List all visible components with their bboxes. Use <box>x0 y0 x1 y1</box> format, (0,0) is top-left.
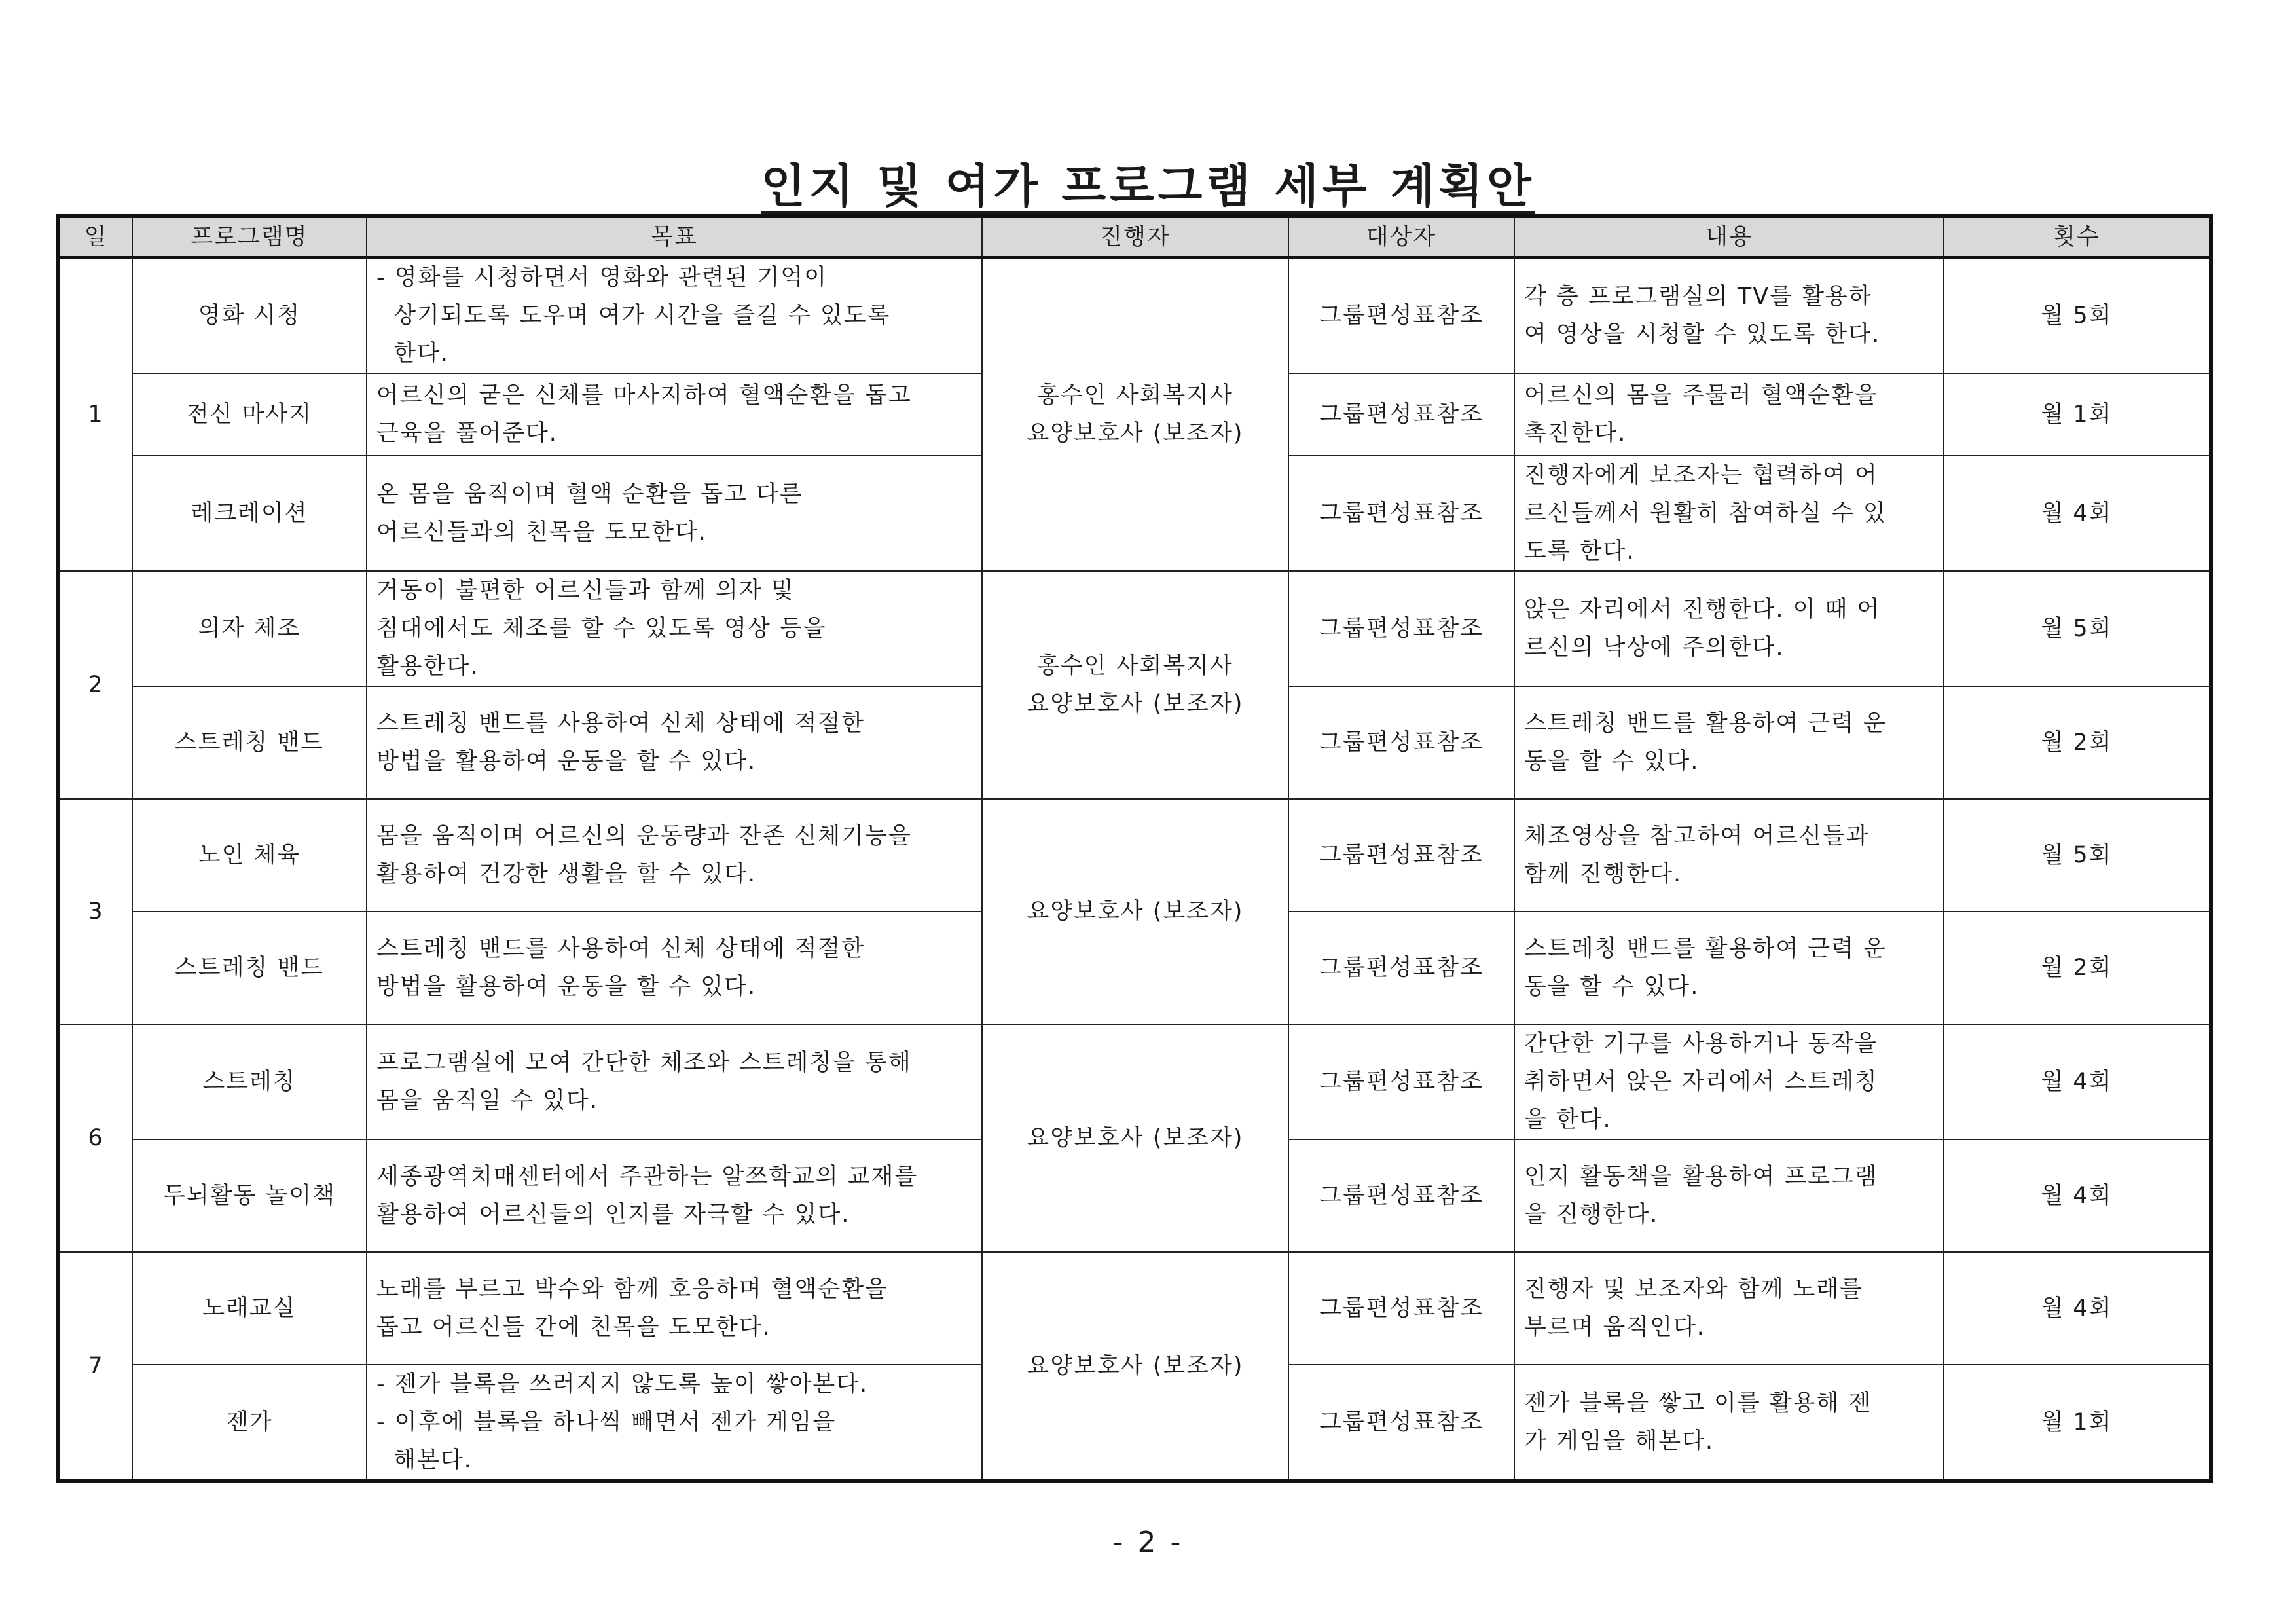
content-cell-line: 어르신의 몸을 주물러 혈액순환을 <box>1524 382 1878 409</box>
program-name-cell: 스트레칭 밴드 <box>132 686 367 799</box>
day-cell: 1 <box>58 257 132 571</box>
content-cell-line: 을 진행한다. <box>1524 1202 1659 1228</box>
target-cell: 그룹편성표참조 <box>1288 1024 1514 1139</box>
program-name-cell: 의자 체조 <box>132 571 367 686</box>
target-cell: 그룹편성표참조 <box>1288 799 1514 912</box>
content-cell <box>1514 571 1944 686</box>
count-cell: 월 4회 <box>1944 1252 2211 1365</box>
content-cell-line: 각 층 프로그램실의 TV를 활용하 <box>1524 284 1872 310</box>
count-cell: 월 1회 <box>1944 373 2211 456</box>
goal-cell-line: 활용하여 건강한 생활을 할 수 있다. <box>376 861 757 887</box>
staff-cell <box>982 1252 1288 1481</box>
table-row <box>58 799 2211 912</box>
staff-cell-line: 요양보호사 (보조자) <box>1027 691 1244 717</box>
target-cell: 그룹편성표참조 <box>1288 373 1514 456</box>
day-cell: 7 <box>58 1252 132 1481</box>
goal-cell-line: 프로그램실에 모여 간단한 체조와 스트레칭을 통해 <box>376 1050 912 1076</box>
count-cell: 월 4회 <box>1944 456 2211 571</box>
goal-cell <box>367 571 982 686</box>
content-cell <box>1514 1365 1944 1481</box>
count-cell: 월 1회 <box>1944 1365 2211 1481</box>
program-name-cell: 젠가 <box>132 1365 367 1481</box>
goal-cell-line: 세종광역치매센터에서 주관하는 알쯔학교의 교재를 <box>376 1164 919 1190</box>
staff-cell-line: 요양보호사 (보조자) <box>1027 1353 1244 1379</box>
program-name-cell: 노인 체육 <box>132 799 367 912</box>
target-cell: 그룹편성표참조 <box>1288 912 1514 1024</box>
staff-cell <box>982 1024 1288 1252</box>
goal-cell-line: 상기되도록 도우며 여가 시간을 즐길 수 있도록 <box>376 303 891 329</box>
header-target: 대상자 <box>1288 216 1514 257</box>
goal-cell <box>367 799 982 912</box>
header-day: 일 <box>58 216 132 257</box>
staff-cell-line: 요양보호사 (보조자) <box>1027 420 1244 447</box>
count-cell: 월 5회 <box>1944 799 2211 912</box>
header-program-name: 프로그램명 <box>132 216 367 257</box>
staff-cell-line: 요양보호사 (보조자) <box>1027 898 1244 925</box>
content-cell-line: 르신들께서 원활히 참여하실 수 있 <box>1524 500 1887 526</box>
content-cell <box>1514 912 1944 1024</box>
table-row <box>58 1024 2211 1139</box>
content-cell-line: 동을 할 수 있다. <box>1524 748 1700 775</box>
program-name-cell: 전신 마사지 <box>132 373 367 456</box>
goal-cell <box>367 1024 982 1139</box>
count-cell: 월 2회 <box>1944 686 2211 799</box>
table-row <box>58 1252 2211 1365</box>
content-cell-line: 체조영상을 참고하여 어르신들과 <box>1524 823 1870 849</box>
goal-cell-line: 방법을 활용하여 운동을 할 수 있다. <box>376 748 757 775</box>
target-cell: 그룹편성표참조 <box>1288 571 1514 686</box>
content-cell-line: 을 한다. <box>1524 1107 1612 1133</box>
header-count: 횟수 <box>1944 216 2211 257</box>
page-number: - 2 - <box>1112 1526 1184 1559</box>
content-cell-line: 인지 활동책을 활용하여 프로그램 <box>1524 1164 1878 1190</box>
goal-cell-line: 온 몸을 움직이며 혈액 순환을 돕고 다른 <box>376 481 803 507</box>
content-cell-line: 진행자 및 보조자와 함께 노래를 <box>1524 1276 1864 1302</box>
page-title: 인지 및 여가 프로그램 세부 계획안 <box>761 159 1535 213</box>
goal-cell-line: 방법을 활용하여 운동을 할 수 있다. <box>376 974 757 1000</box>
header-staff: 진행자 <box>982 216 1288 257</box>
goal-cell-line: 해본다. <box>376 1447 473 1473</box>
goal-cell <box>367 912 982 1024</box>
staff-cell-line: 홍수인 사회복지사 <box>1037 653 1233 679</box>
content-cell-line: 취하면서 앉은 자리에서 스트레칭 <box>1524 1069 1878 1095</box>
program-name-cell: 레크레이션 <box>132 456 367 571</box>
content-cell-line: 젠가 블록을 쌓고 이를 활용해 젠 <box>1524 1390 1872 1416</box>
target-cell: 그룹편성표참조 <box>1288 1365 1514 1481</box>
program-name-cell: 노래교실 <box>132 1252 367 1365</box>
staff-cell <box>982 799 1288 1024</box>
goal-cell-line: - 영화를 시청하면서 영화와 관련된 기억이 <box>376 265 828 291</box>
content-cell-line: 촉진한다. <box>1524 420 1627 447</box>
goal-cell-line: 돕고 어르신들 간에 친목을 도모한다. <box>376 1314 771 1340</box>
header-row <box>58 216 2211 257</box>
goal-cell-line: 침대에서도 체조를 할 수 있도록 영상 등을 <box>376 616 827 642</box>
count-cell: 월 4회 <box>1944 1139 2211 1252</box>
content-cell-line: 함께 진행한다. <box>1524 861 1683 887</box>
goal-cell-line: 스트레칭 밴드를 사용하여 신체 상태에 적절한 <box>376 710 866 737</box>
count-cell: 월 5회 <box>1944 571 2211 686</box>
goal-cell <box>367 1365 982 1481</box>
table-row <box>58 571 2211 686</box>
staff-cell-line: 홍수인 사회복지사 <box>1037 382 1233 409</box>
count-cell: 월 2회 <box>1944 912 2211 1024</box>
table-row <box>58 257 2211 373</box>
day-cell: 3 <box>58 799 132 1024</box>
goal-cell-line: 노래를 부르고 박수와 함께 호응하며 혈액순환을 <box>376 1276 888 1302</box>
goal-cell <box>367 373 982 456</box>
content-cell <box>1514 257 1944 373</box>
content-cell <box>1514 799 1944 912</box>
content-cell-line: 가 게임을 해본다. <box>1524 1428 1715 1454</box>
program-plan-table <box>56 214 2213 1483</box>
content-cell-line: 동을 할 수 있다. <box>1524 974 1700 1000</box>
content-cell-line: 여 영상을 시청할 수 있도록 한다. <box>1524 322 1881 348</box>
goal-cell-line: 한다. <box>376 341 449 367</box>
content-cell-line: 진행자에게 보조자는 협력하여 어 <box>1524 462 1878 489</box>
content-cell-line: 르신의 낙상에 주의한다. <box>1524 635 1785 661</box>
goal-cell <box>367 1252 982 1365</box>
content-cell <box>1514 456 1944 571</box>
count-cell: 월 4회 <box>1944 1024 2211 1139</box>
goal-cell-line: 몸을 움직일 수 있다. <box>376 1088 598 1114</box>
count-cell: 월 5회 <box>1944 257 2211 373</box>
content-cell-line: 스트레칭 밴드를 활용하여 근력 운 <box>1524 710 1887 737</box>
content-cell-line: 부르며 움직인다. <box>1524 1314 1705 1340</box>
day-cell: 6 <box>58 1024 132 1252</box>
program-name-cell: 영화 시청 <box>132 257 367 373</box>
target-cell: 그룹편성표참조 <box>1288 456 1514 571</box>
goal-cell-line: 활용한다. <box>376 654 479 680</box>
staff-cell <box>982 571 1288 799</box>
header-content: 내용 <box>1514 216 1944 257</box>
day-cell: 2 <box>58 571 132 799</box>
goal-cell-line: 거동이 불편한 어르신들과 함께 의자 및 <box>376 578 795 604</box>
program-name-cell: 스트레칭 밴드 <box>132 912 367 1024</box>
content-cell <box>1514 1139 1944 1252</box>
target-cell: 그룹편성표참조 <box>1288 1139 1514 1252</box>
goal-cell <box>367 1139 982 1252</box>
goal-cell-line: 근육을 풀어준다. <box>376 420 558 447</box>
target-cell: 그룹편성표참조 <box>1288 257 1514 373</box>
goal-cell-line: 어르신들과의 친목을 도모한다. <box>376 519 707 545</box>
goal-cell-line: 어르신의 굳은 신체를 마사지하여 혈액순환을 돕고 <box>376 382 912 409</box>
goal-cell-line: 몸을 움직이며 어르신의 운동량과 잔존 신체기능을 <box>376 823 912 849</box>
program-name-cell: 두뇌활동 놀이책 <box>132 1139 367 1252</box>
staff-cell <box>982 257 1288 571</box>
program-name-cell: 스트레칭 <box>132 1024 367 1139</box>
goal-cell-line: - 젠가 블록을 쓰러지지 않도록 높이 쌓아본다. <box>376 1371 869 1397</box>
goal-cell-line: 활용하여 어르신들의 인지를 자극할 수 있다. <box>376 1202 850 1228</box>
content-cell <box>1514 686 1944 799</box>
content-cell <box>1514 1252 1944 1365</box>
content-cell <box>1514 373 1944 456</box>
goal-cell <box>367 686 982 799</box>
target-cell: 그룹편성표참조 <box>1288 686 1514 799</box>
goal-cell-line: - 이후에 블록을 하나씩 빼면서 젠가 게임을 <box>376 1409 837 1435</box>
header-goal: 목표 <box>367 216 982 257</box>
content-cell-line: 간단한 기구를 사용하거나 동작을 <box>1524 1031 1878 1057</box>
content-cell-line: 도록 한다. <box>1524 538 1635 564</box>
content-cell-line: 앉은 자리에서 진행한다. 이 때 어 <box>1524 597 1881 623</box>
goal-cell <box>367 456 982 571</box>
content-cell-line: 스트레칭 밴드를 활용하여 근력 운 <box>1524 936 1887 962</box>
goal-cell-line: 스트레칭 밴드를 사용하여 신체 상태에 적절한 <box>376 936 866 962</box>
staff-cell-line: 요양보호사 (보조자) <box>1027 1125 1244 1151</box>
goal-cell <box>367 257 982 373</box>
target-cell: 그룹편성표참조 <box>1288 1252 1514 1365</box>
content-cell <box>1514 1024 1944 1139</box>
